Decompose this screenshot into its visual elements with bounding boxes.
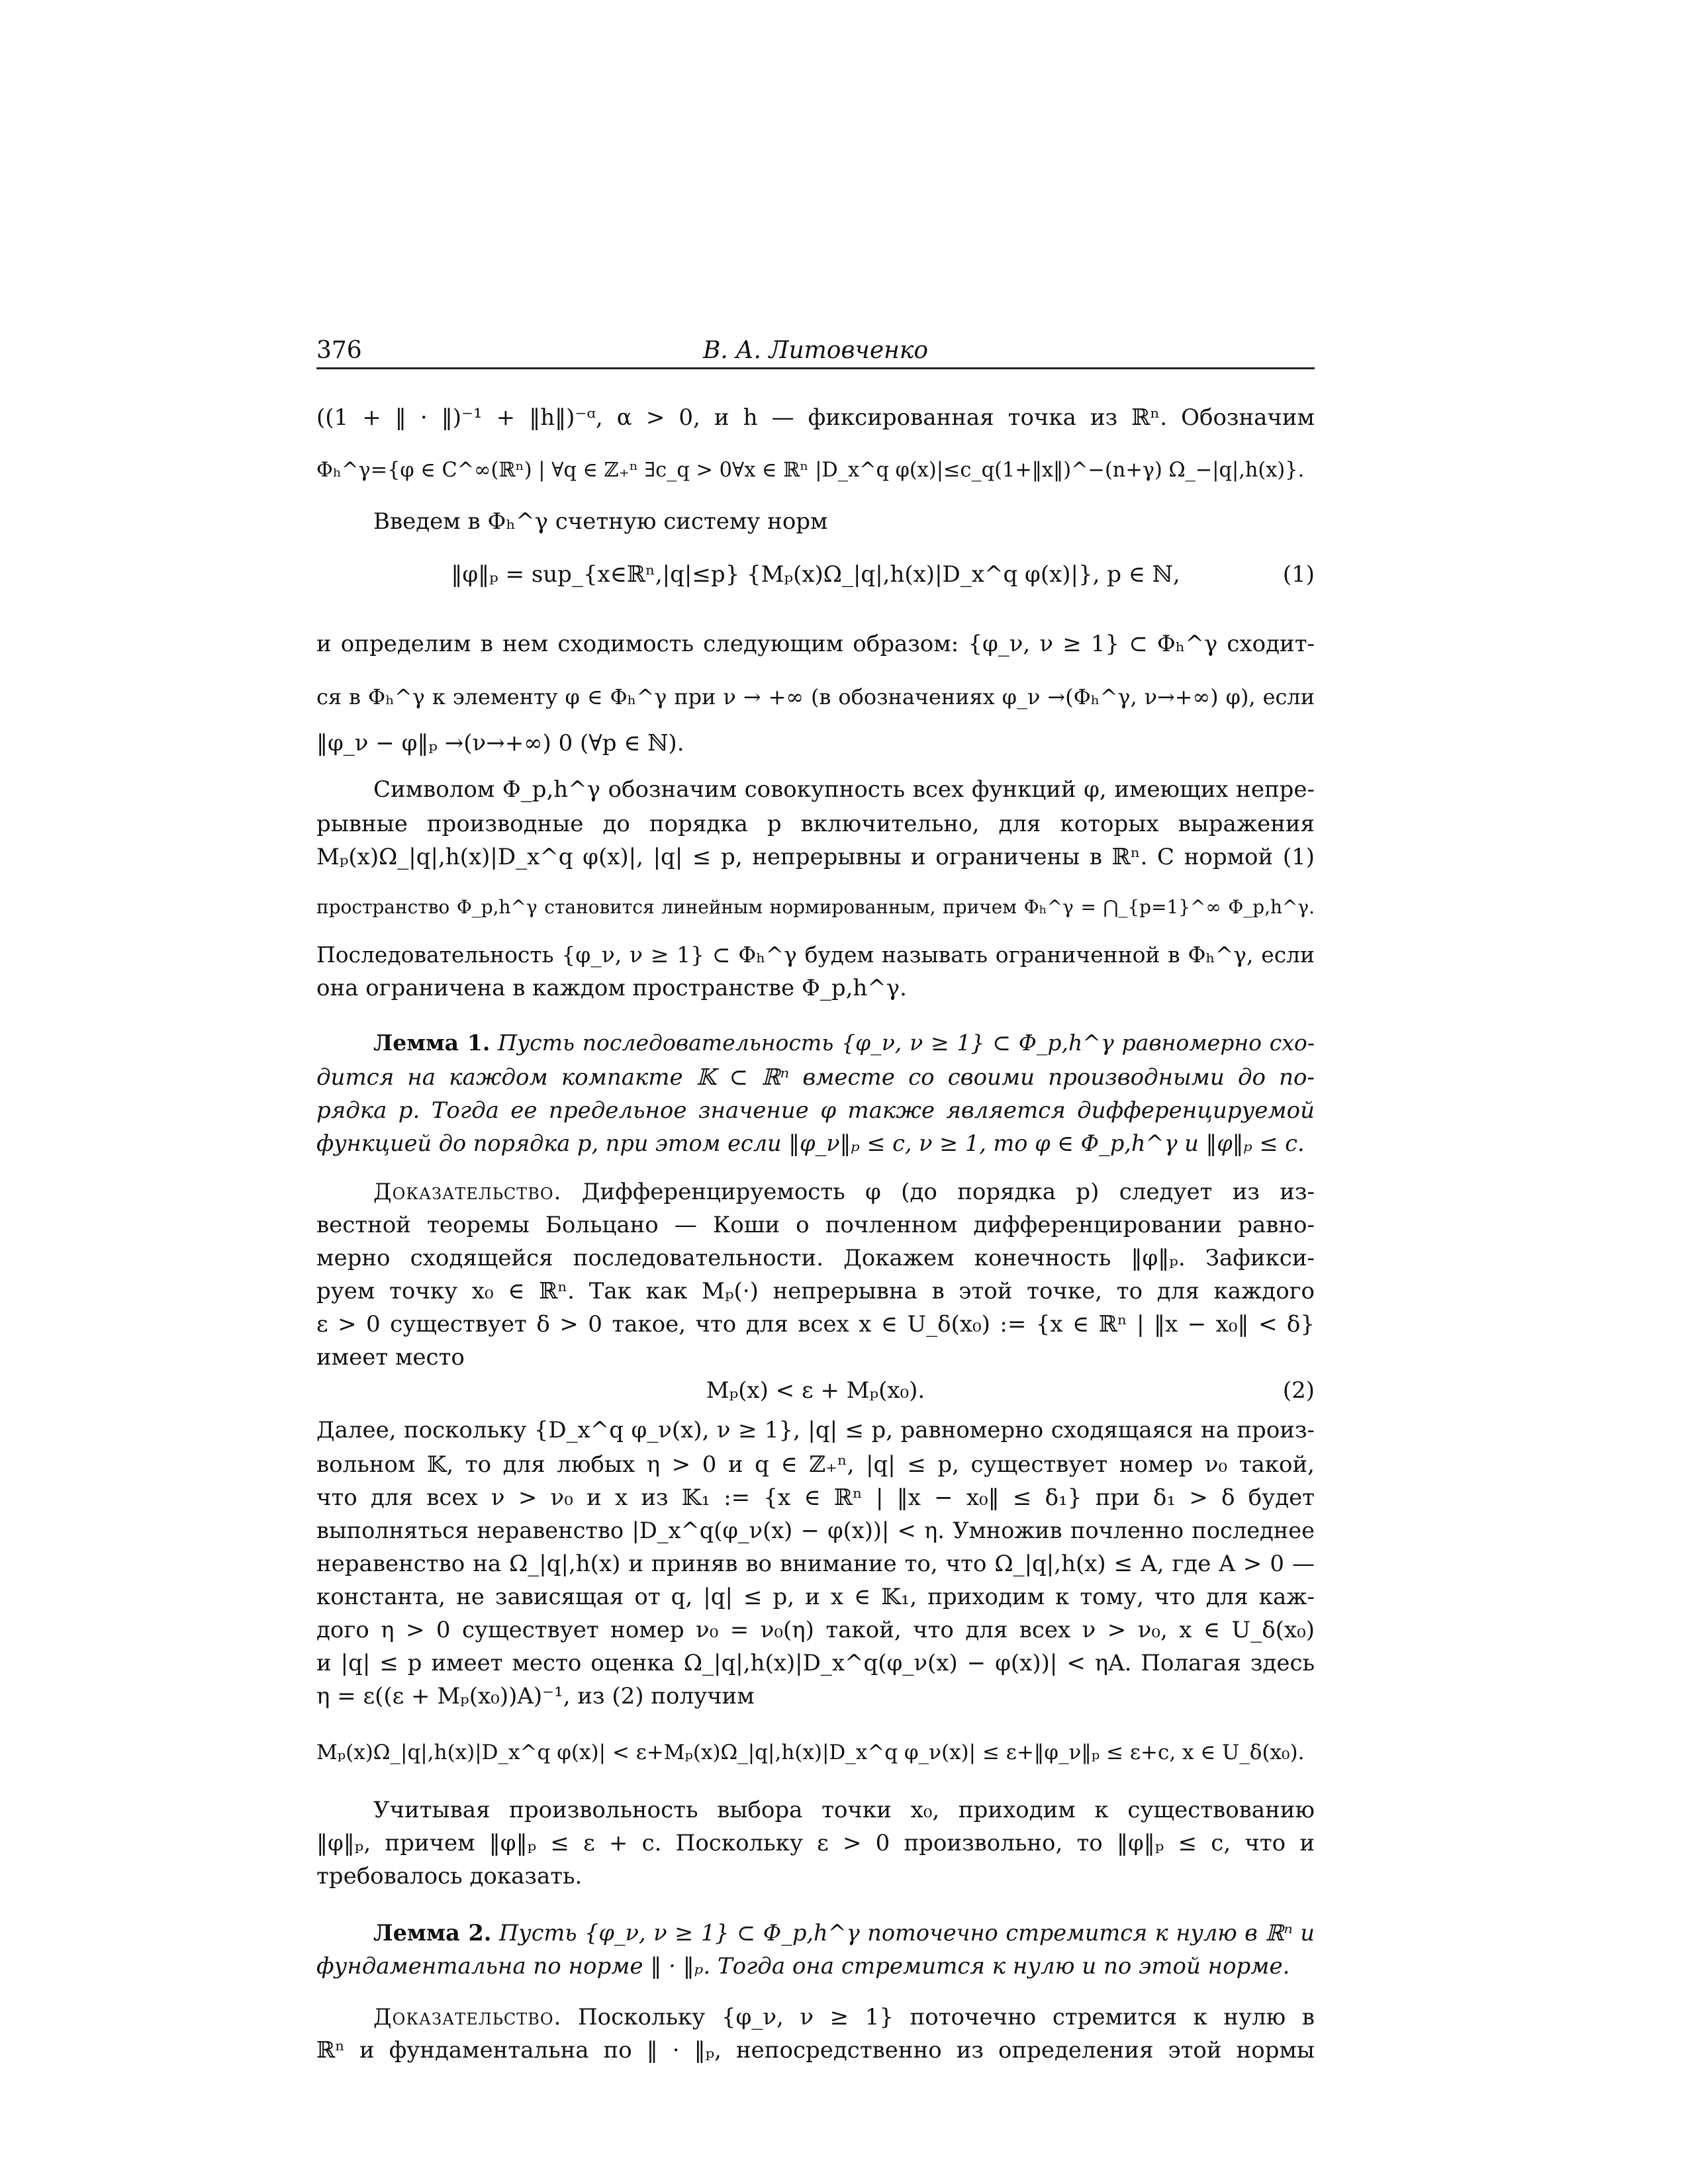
- text-line: ‖φ‖ₚ, причем ‖φ‖ₚ ≤ ε + c. Поскольку ε > 0 произвольно, то ‖φ‖ₚ ≤ c, что и: [316, 1830, 1315, 1856]
- running-header: [316, 334, 1315, 369]
- lemma-1-line: [316, 1028, 1315, 1058]
- running-author: В. А. Литовченко: [702, 337, 929, 364]
- text-line: ε > 0 существует δ > 0 такое, что для всех x ∈ U_δ(x₀) := {x ∈ ℝⁿ | ‖x − x₀‖ < δ}: [316, 1311, 1315, 1338]
- lemma-2-line: фундаментальна по норме ‖ · ‖ₚ. Тогда она стремится к нулю и по этой норме.: [316, 1953, 1290, 1979]
- lemma-2-line: [316, 1918, 1315, 1948]
- lemma-2-text: Пусть {φ_ν, ν ≥ 1} ⊂ Φ_p,h^γ поточечно стремится к нулю в ℝⁿ и: [499, 1920, 1315, 1946]
- text-line: ℝⁿ и фундаментальна по ‖ · ‖ₚ, непосредственно из определения этой нормы: [316, 2037, 1315, 2064]
- text-line: требовалось доказать.: [316, 1863, 583, 1889]
- text-line: Последовательность {φ_ν, ν ≥ 1} ⊂ Φₕ^γ будем называть ограниченной в Φₕ^γ, если: [316, 942, 1315, 968]
- lemma-1-text: Пусть последовательность {φ_ν, ν ≥ 1} ⊂ Φ_p,h^γ равномерно схо-: [498, 1030, 1315, 1056]
- definition-line: Φₕ^γ={φ ∈ C^∞(ℝⁿ) | ∀q ∈ ℤ₊ⁿ ∃c_q > 0∀x ∈ ℝⁿ |D_x^q φ(x)|≤c_q(1+‖x‖)^−(n+γ) Ω_−|q|,h(x)}.: [316, 459, 1305, 482]
- text-line: Учитывая произвольность выбора точки x₀, приходим к существованию: [373, 1797, 1315, 1823]
- text-line: что для всех ν > ν₀ и x из 𝕂₁ := {x ∈ ℝⁿ | ‖x − x₀‖ ≤ δ₁} при δ₁ > δ будет: [316, 1484, 1315, 1511]
- equation-number: (2): [1282, 1377, 1315, 1404]
- lemma-1-title: Лемма 1.: [373, 1030, 491, 1056]
- text-line: она ограничена в каждом пространстве Φ_p,h^γ.: [316, 975, 907, 1001]
- text-line: ся в Φₕ^γ к элементу φ ∈ Φₕ^γ при ν → +∞ (в обозначениях φ_ν →(Φₕ^γ, ν→+∞) φ), если: [316, 684, 1315, 709]
- lemma-1-line: функцией до порядка p, при этом если ‖φ_ν‖ₚ ≤ c, ν ≥ 1, то φ ∈ Φ_p,h^γ и ‖φ‖ₚ ≤ c.: [316, 1130, 1305, 1156]
- proof-label: Доказательство.: [373, 2004, 562, 2030]
- text-line: руем точку x₀ ∈ ℝⁿ. Так как Mₚ(·) непрерывна в этой точке, то для каждого: [316, 1278, 1315, 1304]
- equation-body: Mₚ(x)Ω_|q|,h(x)|D_x^q φ(x)| < ε+Mₚ(x)Ω_|q|,h(x)|D_x^q φ_ν(x)| ≤ ε+‖φ_ν‖ₚ ≤ ε+c, x ∈ U_δ(x₀).: [316, 1741, 1305, 1764]
- text-line: и |q| ≤ p имеет место оценка Ω_|q|,h(x)|D_x^q(φ_ν(x) − φ(x))| < ηA. Полагая здесь: [316, 1650, 1315, 1676]
- equation-body: ‖φ‖ₚ = sup_{x∈ℝⁿ,|q|≤p} {Mₚ(x)Ω_|q|,h(x)|D_x^q φ(x)|}, p ∈ ℕ,: [451, 561, 1180, 588]
- text-line: пространство Φ_p,h^γ становится линейным нормированным, причем Φₕ^γ = ⋂_{p=1}^∞ Φ_p,h^γ.: [316, 896, 1315, 918]
- text-line: Mₚ(x)Ω_|q|,h(x)|D_x^q φ(x)|, |q| ≤ p, непрерывны и ограничены в ℝⁿ. С нормой (1): [316, 844, 1315, 870]
- text-line: мерно сходящейся последовательности. Докажем конечность ‖φ‖ₚ. Зафикси-: [316, 1245, 1315, 1271]
- lemma-1-line: дится на каждом компакте 𝕂 ⊂ ℝⁿ вместе со своими производными до по-: [316, 1064, 1315, 1091]
- text-line: ((1 + ‖ · ‖)⁻¹ + ‖h‖)⁻ᵅ, α > 0, и h — фиксированная точка из ℝⁿ. Обозначим: [316, 404, 1315, 431]
- page-number: 376: [316, 337, 362, 364]
- text-line: рывные производные до порядка p включительно, для которых выражения: [316, 811, 1315, 837]
- text-line: Далее, поскольку {D_x^q φ_ν(x), ν ≥ 1}, |q| ≤ p, равномерно сходящаяся на произ-: [316, 1417, 1315, 1443]
- text-line: имеет место: [316, 1344, 465, 1371]
- equation-number: (1): [1282, 561, 1315, 588]
- text-line: Введем в Φₕ^γ счетную систему норм: [373, 508, 828, 535]
- text-line: выполняться неравенство |D_x^q(φ_ν(x) − φ(x))| < η. Умножив почленно последнее: [316, 1518, 1315, 1543]
- lemma-2-title: Лемма 2.: [373, 1920, 492, 1946]
- equation-body: Mₚ(x) < ε + Mₚ(x₀).: [706, 1377, 925, 1404]
- text-line: неравенство на Ω_|q|,h(x) и приняв во внимание то, что Ω_|q|,h(x) ≤ A, где A > 0 —: [316, 1551, 1315, 1577]
- proof-label: Доказательство.: [373, 1179, 562, 1205]
- text-line: вестной теоремы Больцано — Коши о почленном дифференцировании равно-: [316, 1212, 1315, 1238]
- text-line: ‖φ_ν − φ‖ₚ →(ν→+∞) 0 (∀p ∈ ℕ).: [316, 730, 684, 756]
- proof-line: Доказательство. Поскольку {φ_ν, ν ≥ 1} поточечно стремится к нулю в: [373, 2004, 1315, 2030]
- text-line: константа, не зависящая от q, |q| ≤ p, и x ∈ 𝕂₁, приходим к тому, что для каж-: [316, 1584, 1315, 1610]
- text-line: вольном 𝕂, то для любых η > 0 и q ∈ ℤ₊ⁿ, |q| ≤ p, существует номер ν₀ такой,: [316, 1451, 1315, 1478]
- text-line: η = ε((ε + Mₚ(x₀))A)⁻¹, из (2) получим: [316, 1683, 755, 1709]
- text-line: дого η > 0 существует номер ν₀ = ν₀(η) такой, что для всех ν > ν₀, x ∈ U_δ(x₀): [316, 1617, 1315, 1643]
- proof-line: Доказательство. Дифференцируемость φ (до порядка p) следует из из-: [373, 1179, 1315, 1205]
- text-line: Символом Φ_p,h^γ обозначим совокупность всех функций φ, имеющих непре-: [373, 776, 1315, 803]
- lemma-1-line: рядка p. Тогда ее предельное значение φ также является дифференцируемой: [316, 1097, 1315, 1124]
- text-line: и определим в нем сходимость следующим образом: {φ_ν, ν ≥ 1} ⊂ Φₕ^γ сходит-: [316, 631, 1315, 657]
